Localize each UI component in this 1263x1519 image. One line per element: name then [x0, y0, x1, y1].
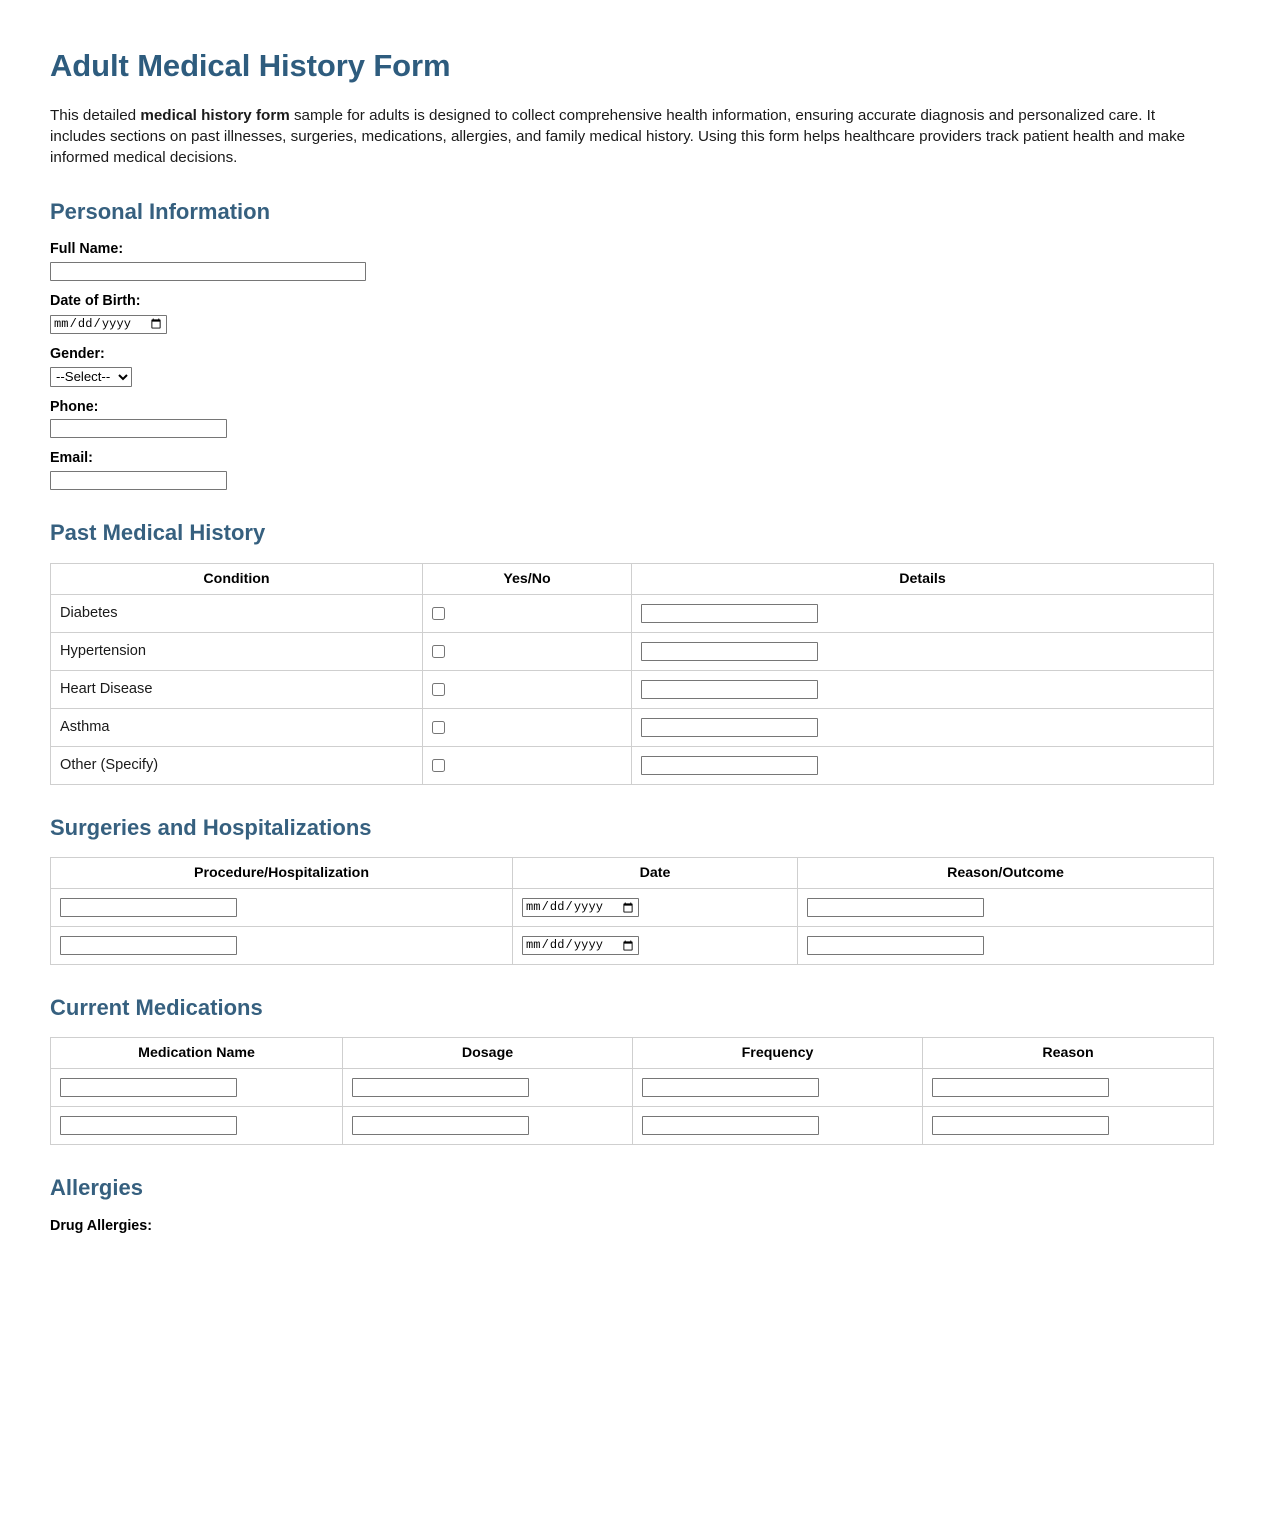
- condition-cell: Hypertension: [51, 632, 423, 670]
- full-name-input[interactable]: [50, 262, 366, 281]
- dosage-cell: [343, 1069, 633, 1107]
- details-input-other[interactable]: [641, 756, 818, 775]
- table-row: [51, 594, 1214, 632]
- column-header-frequency: Frequency: [633, 1038, 923, 1069]
- phone-label: Phone:: [50, 398, 99, 415]
- table-row: [51, 708, 1214, 746]
- field-gender: [50, 346, 1213, 387]
- reason-outcome-cell: [798, 889, 1214, 927]
- yesno-cell: [423, 746, 632, 784]
- table-row: [51, 746, 1214, 784]
- condition-checkbox-other[interactable]: [432, 759, 445, 772]
- medication-name-cell: [51, 1107, 343, 1145]
- email-label: Email:: [50, 450, 93, 467]
- date-of-birth-label: Date of Birth:: [50, 292, 141, 309]
- reason-cell: [923, 1107, 1214, 1145]
- details-cell: [632, 670, 1214, 708]
- column-header-dosage: Dosage: [343, 1038, 633, 1069]
- column-header-details: Details: [632, 563, 1214, 594]
- column-header-reason: Reason: [923, 1038, 1214, 1069]
- table-row: [51, 889, 1214, 927]
- section-title-surgeries: Surgeries and Hospitalizations: [50, 814, 372, 840]
- table-row: [51, 927, 1214, 965]
- dosage-input-row-1[interactable]: [352, 1078, 529, 1097]
- table-row: [51, 632, 1214, 670]
- field-email: [50, 450, 1213, 490]
- table-header-row: [51, 858, 1214, 889]
- yesno-cell: [423, 594, 632, 632]
- table-header-row: [51, 563, 1214, 594]
- drug-allergies-label: Drug Allergies:: [50, 1217, 152, 1234]
- column-header-condition: Condition: [51, 563, 423, 594]
- intro-paragraph: [50, 106, 1213, 169]
- email-input[interactable]: [50, 471, 227, 490]
- section-title-personal-information: Personal Information: [50, 198, 271, 224]
- condition-cell: Diabetes: [51, 594, 423, 632]
- surgery-date-input-row-1[interactable]: [522, 898, 639, 917]
- bottom-spacer: [50, 1248, 1213, 1478]
- field-date-of-birth: [50, 293, 1213, 334]
- column-header-date: Date: [513, 858, 798, 889]
- table-row: [51, 1069, 1214, 1107]
- full-name-label: Full Name:: [50, 240, 124, 257]
- table-row: [51, 1107, 1214, 1145]
- phone-input[interactable]: [50, 419, 227, 438]
- date-cell: [513, 927, 798, 965]
- condition-cell: Other (Specify): [51, 746, 423, 784]
- yesno-cell: [423, 670, 632, 708]
- reason-outcome-input-row-1[interactable]: [807, 898, 984, 917]
- dosage-input-row-2[interactable]: [352, 1116, 529, 1135]
- details-cell: [632, 632, 1214, 670]
- details-input-asthma[interactable]: [641, 718, 818, 737]
- field-full-name: [50, 241, 1213, 281]
- yesno-cell: [423, 708, 632, 746]
- condition-checkbox-diabetes[interactable]: [432, 607, 445, 620]
- gender-label: Gender:: [50, 345, 105, 362]
- procedure-cell: [51, 927, 513, 965]
- column-header-yesno: Yes/No: [423, 563, 632, 594]
- intro-text-rest: sample for adults is designed to collect comprehensive health information, ensuring accurate diagnosis and personalized care. It includes sections on past illnesses, surgeries, medications, allergies, and family medical history. Using this form helps healthcare providers track patient health and make informed medical decisions.: [50, 106, 1186, 166]
- details-input-diabetes[interactable]: [641, 604, 818, 623]
- medication-name-cell: [51, 1069, 343, 1107]
- reason-outcome-cell: [798, 927, 1214, 965]
- dosage-cell: [343, 1107, 633, 1145]
- procedure-input-row-1[interactable]: [60, 898, 237, 917]
- frequency-input-row-1[interactable]: [642, 1078, 819, 1097]
- medication-name-input-row-1[interactable]: [60, 1078, 237, 1097]
- reason-outcome-input-row-2[interactable]: [807, 936, 984, 955]
- details-input-heart-disease[interactable]: [641, 680, 818, 699]
- column-header-procedure: Procedure/Hospitalization: [51, 858, 513, 889]
- condition-checkbox-asthma[interactable]: [432, 721, 445, 734]
- condition-checkbox-heart-disease[interactable]: [432, 683, 445, 696]
- condition-cell: Heart Disease: [51, 670, 423, 708]
- column-header-medication-name: Medication Name: [51, 1038, 343, 1069]
- gender-select[interactable]: [50, 367, 132, 387]
- procedure-input-row-2[interactable]: [60, 936, 237, 955]
- date-of-birth-input[interactable]: [50, 315, 167, 334]
- details-cell: [632, 594, 1214, 632]
- medication-reason-input-row-2[interactable]: [932, 1116, 1109, 1135]
- section-title-current-medications: Current Medications: [50, 995, 263, 1021]
- procedure-cell: [51, 889, 513, 927]
- details-cell: [632, 746, 1214, 784]
- column-header-reason-outcome: Reason/Outcome: [798, 858, 1214, 889]
- yesno-cell: [423, 632, 632, 670]
- field-phone: [50, 399, 1213, 439]
- condition-checkbox-hypertension[interactable]: [432, 645, 445, 658]
- medication-name-input-row-2[interactable]: [60, 1116, 237, 1135]
- frequency-cell: [633, 1107, 923, 1145]
- medication-reason-input-row-1[interactable]: [932, 1078, 1109, 1097]
- surgery-date-input-row-2[interactable]: [522, 936, 639, 955]
- reason-cell: [923, 1069, 1214, 1107]
- intro-text-bold: medical history form: [140, 106, 290, 124]
- field-drug-allergies: [50, 1218, 1213, 1236]
- frequency-cell: [633, 1069, 923, 1107]
- details-cell: [632, 708, 1214, 746]
- medications-table: [50, 1037, 1214, 1145]
- past-medical-history-table: [50, 563, 1214, 785]
- condition-cell: Asthma: [51, 708, 423, 746]
- section-title-past-medical-history: Past Medical History: [50, 520, 266, 546]
- frequency-input-row-2[interactable]: [642, 1116, 819, 1135]
- details-input-hypertension[interactable]: [641, 642, 818, 661]
- surgeries-table: [50, 857, 1214, 965]
- intro-text-lead: This detailed: [50, 106, 141, 124]
- page-title: Adult Medical History Form: [50, 48, 451, 83]
- section-title-allergies: Allergies: [50, 1175, 143, 1201]
- date-cell: [513, 889, 798, 927]
- table-header-row: [51, 1038, 1214, 1069]
- table-row: [51, 670, 1214, 708]
